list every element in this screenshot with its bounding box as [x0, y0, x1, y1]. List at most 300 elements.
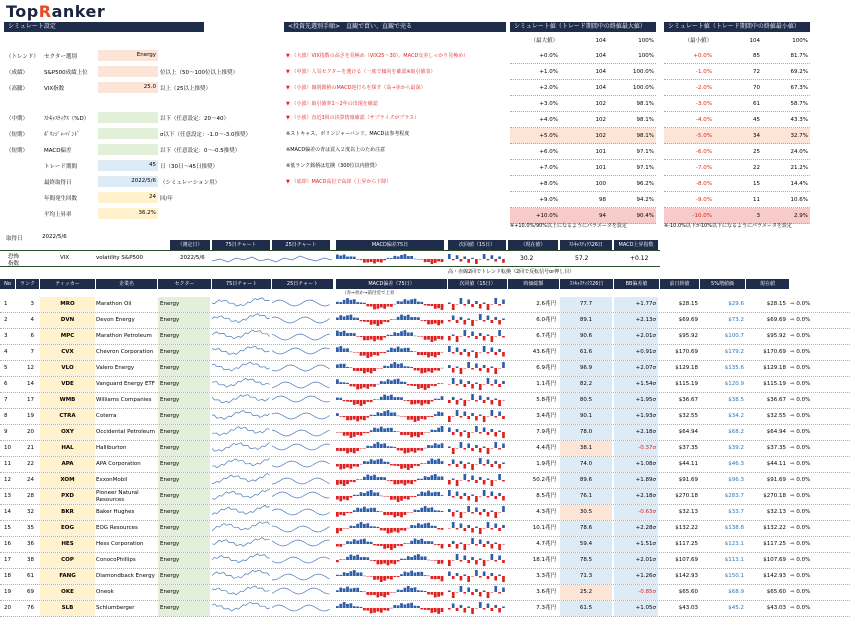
sim-threshold: +5.0% — [539, 133, 558, 139]
row-current: $115.19 — [763, 381, 786, 387]
macd-bar — [343, 316, 346, 320]
column-header[interactable]: 現在値 — [746, 279, 790, 289]
setting-value-field[interactable] — [98, 112, 158, 123]
macd-bar — [441, 495, 444, 496]
macd-bar — [417, 416, 420, 421]
table-row[interactable] — [0, 585, 850, 601]
macd-bar — [397, 317, 400, 320]
right-arrow-icon: ➡ — [790, 605, 797, 611]
macd-bar — [339, 464, 342, 469]
column-header[interactable]: 25日チャート — [272, 279, 334, 289]
app-logo: TopRanker — [6, 2, 106, 21]
row-market-cap: 6.0兆円 — [536, 317, 556, 323]
row-ticker[interactable]: OKE — [40, 585, 95, 600]
row-stochastic: 76.1 — [560, 489, 612, 504]
macd-bar — [343, 448, 346, 451]
row-sector: Energy — [158, 297, 210, 312]
next-bar — [498, 592, 501, 594]
macd-bars — [336, 425, 444, 439]
next-bar — [483, 480, 486, 485]
macd-bar — [363, 576, 366, 577]
column-header[interactable]: 前日終値 — [660, 279, 700, 289]
macd-bar — [356, 384, 359, 389]
macd-bar — [404, 543, 407, 544]
row-ticker[interactable]: BKR — [40, 505, 95, 520]
next-bar — [471, 592, 474, 595]
column-header[interactable]: 企業名 — [96, 279, 158, 289]
macd-bar — [343, 348, 346, 352]
row-company: Williams Companies — [96, 393, 156, 408]
macd-bars — [336, 297, 444, 311]
macd-bar — [434, 384, 437, 386]
table-row[interactable] — [0, 553, 850, 569]
right-arrow-icon: ➡ — [790, 541, 797, 547]
next-bar — [467, 463, 470, 465]
macd-bar — [387, 396, 390, 400]
table-row[interactable] — [0, 521, 850, 537]
macd-bar — [346, 257, 349, 259]
macd-bar — [370, 508, 373, 512]
macd-bar — [407, 496, 410, 500]
macd-bar — [387, 512, 390, 515]
macd-bar — [424, 476, 427, 480]
change-value: 0.0% — [796, 509, 811, 515]
macd-bar — [353, 416, 356, 420]
row-ticker[interactable]: MRO — [40, 297, 95, 312]
macd-bar — [400, 397, 403, 400]
next-bar — [467, 400, 470, 401]
macd-bar — [339, 382, 342, 384]
macd-bar — [370, 259, 373, 262]
macd-bar — [339, 575, 342, 576]
next-bar — [452, 522, 455, 528]
next-bar — [483, 509, 486, 512]
table-row[interactable] — [0, 377, 850, 393]
macd-bar — [343, 496, 346, 500]
table-row[interactable] — [0, 473, 850, 489]
row-no: 8 — [4, 413, 8, 419]
row-ticker[interactable]: HES — [40, 537, 95, 552]
macd-bar — [336, 560, 339, 562]
next-bar — [498, 556, 501, 561]
table-row[interactable] — [0, 569, 850, 585]
price-sparkline — [212, 297, 332, 311]
next-bar — [471, 448, 474, 451]
macd-bar — [373, 526, 376, 528]
table-row[interactable] — [0, 329, 850, 345]
price-sparkline — [212, 489, 332, 503]
row-prev-close: $129.18 — [675, 365, 698, 371]
macd-bar — [424, 336, 427, 340]
macd-bar — [390, 496, 393, 500]
next-bar — [460, 380, 463, 385]
next-bar — [483, 560, 486, 566]
row-change — [790, 505, 846, 520]
row-bb: +2.01σ — [614, 553, 658, 568]
right-arrow-icon: ➡ — [790, 333, 797, 339]
row-ticker[interactable]: VDE — [40, 377, 95, 392]
macd-bar — [343, 382, 346, 384]
next-bar — [471, 495, 474, 497]
macd-bar — [339, 346, 342, 352]
setting-value-field[interactable]: 36.2% — [98, 208, 158, 219]
next-bar — [494, 432, 497, 437]
macd-bar — [377, 304, 380, 309]
macd-bar — [441, 259, 444, 262]
row-sparklines — [212, 521, 332, 536]
vix-macd-index: +0.12 — [630, 255, 649, 262]
macd-bar — [420, 320, 423, 321]
macd-bar — [363, 477, 366, 480]
macd-bar — [346, 480, 349, 484]
row-target: $135.6 — [724, 365, 744, 371]
table-row[interactable] — [0, 297, 850, 313]
date-value: 2022/5/6 — [42, 234, 67, 240]
table-row[interactable] — [0, 537, 850, 553]
next-bar — [491, 304, 494, 305]
next-bar — [467, 362, 470, 368]
macd-bar — [437, 544, 440, 545]
next-bar — [502, 607, 505, 609]
macd-bar — [407, 300, 410, 304]
row-macd — [336, 473, 444, 488]
row-ticker[interactable]: CTRA — [40, 409, 95, 424]
macd-bar — [420, 557, 423, 560]
macd-bar — [370, 560, 373, 561]
next-bar — [502, 381, 505, 384]
row-prev-close: $142.93 — [675, 573, 698, 579]
macd-bar — [390, 464, 393, 465]
change-value: 0.0% — [796, 445, 811, 451]
macd-bar — [366, 508, 369, 512]
macd-bar — [414, 432, 417, 436]
macd-bar — [339, 364, 342, 368]
setting-value-field[interactable] — [98, 66, 158, 77]
macd-bar — [397, 432, 400, 433]
macd-bar — [441, 304, 444, 310]
sim-pct: 90.4% — [636, 213, 654, 219]
row-prev-close: $270.18 — [675, 493, 698, 499]
macd-bar — [356, 416, 359, 421]
macd-bar — [424, 541, 427, 544]
row-sparklines — [212, 425, 332, 440]
macd-bars — [336, 585, 444, 599]
macd-bar — [366, 576, 369, 577]
macd-bar — [387, 258, 390, 259]
next-bar — [483, 591, 486, 593]
table-row[interactable] — [0, 441, 850, 457]
next-bar — [475, 560, 478, 565]
macd-bar — [441, 426, 444, 432]
row-ticker[interactable]: COP — [40, 553, 95, 568]
down-arrow-icon: ▼ — [286, 101, 292, 107]
setting-value-field[interactable]: 24 — [98, 192, 158, 203]
macd-bar — [383, 592, 386, 597]
column-header[interactable]: 5%増値価 — [700, 279, 746, 289]
chart-25d-line — [272, 540, 330, 546]
row-ticker[interactable]: WMB — [40, 393, 95, 408]
macd-bar — [377, 560, 380, 564]
table-row[interactable] — [0, 393, 850, 409]
row-stochastic: 82.2 — [560, 377, 612, 392]
macd-bar — [380, 427, 383, 432]
table-row[interactable] — [0, 345, 850, 361]
row-sparklines — [212, 457, 332, 472]
macd-bar — [366, 557, 369, 560]
setting-value-field[interactable]: 25.0 — [98, 82, 158, 93]
macd-bar — [380, 560, 383, 564]
row-sparklines — [212, 329, 332, 344]
column-header[interactable]: 時価総額 — [508, 279, 560, 289]
next-bar — [448, 254, 451, 259]
next-bar — [467, 576, 470, 582]
macd-bar — [343, 528, 346, 529]
next-bar — [452, 541, 455, 544]
macd-bar — [417, 352, 420, 355]
row-ticker[interactable]: APA — [40, 457, 95, 472]
column-header[interactable]: No — [0, 279, 16, 289]
macd-bar — [431, 430, 434, 432]
row-bb: +1.54σ — [614, 377, 658, 392]
macd-bar — [370, 400, 373, 402]
column-header[interactable]: 75日チャート — [212, 279, 272, 289]
procedure-item — [286, 130, 409, 137]
column-header[interactable]: 次回値（15日） — [448, 279, 508, 289]
next-bar — [483, 416, 486, 422]
macd-bars — [336, 441, 444, 455]
macd-bar — [427, 336, 430, 340]
macd-bar — [414, 416, 417, 422]
setting-value-field[interactable]: 2022/5/6 — [98, 176, 158, 187]
row-ticker[interactable]: HAL — [40, 441, 95, 456]
row-market-cap: 7.3兆円 — [536, 605, 556, 611]
table-row[interactable] — [0, 505, 850, 521]
next-bar — [502, 544, 505, 545]
setting-value-field[interactable] — [98, 144, 158, 155]
row-company: Valero Energy — [96, 361, 156, 376]
macd-bar — [437, 352, 440, 355]
row-target: $123.1 — [724, 541, 744, 547]
macd-bar — [410, 557, 413, 560]
macd-bar — [350, 526, 353, 528]
price-sparkline — [212, 425, 332, 439]
next-bar — [487, 560, 490, 561]
table-row[interactable] — [0, 601, 850, 617]
chart-25d-line — [272, 526, 330, 532]
next-bar — [471, 394, 474, 400]
macd-bar — [397, 347, 400, 352]
macd-bar — [360, 539, 363, 544]
macd-bar — [339, 398, 342, 400]
macd-bar — [366, 352, 369, 358]
setting-category: （高騰） — [6, 86, 29, 92]
sim-row — [664, 80, 810, 96]
macd-bar — [404, 254, 407, 259]
macd-bar — [390, 512, 393, 515]
macd-bar — [353, 570, 356, 576]
change-value: 0.0% — [796, 605, 811, 611]
row-ticker[interactable]: VLO — [40, 361, 95, 376]
macd-bar — [393, 256, 396, 259]
macd-bar — [390, 335, 393, 336]
macd-bar — [353, 400, 356, 405]
row-ticker[interactable]: FANG — [40, 569, 95, 584]
chart-75d-line — [212, 505, 270, 514]
column-header[interactable]: BB偏差値 — [614, 279, 660, 289]
table-row[interactable] — [0, 409, 850, 425]
row-ticker[interactable]: MPC — [40, 329, 95, 344]
sim-count: 70 — [753, 85, 760, 91]
setting-value-field[interactable]: 45 — [98, 160, 158, 171]
column-header[interactable]: セクター — [158, 279, 212, 289]
next-bar — [498, 349, 501, 352]
macd-bar — [350, 464, 353, 469]
next-bar — [448, 416, 451, 422]
macd-bar — [400, 496, 403, 501]
row-market-cap: 8.5兆円 — [536, 493, 556, 499]
macd-bar — [393, 447, 396, 448]
vix-col-header: 次回値（15日） — [448, 240, 506, 250]
next-bar — [487, 397, 490, 400]
row-sector: Energy — [158, 473, 210, 488]
next-bar — [498, 575, 501, 577]
next-bar — [463, 349, 466, 352]
next-bar — [475, 426, 478, 432]
row-rank: 19 — [27, 413, 34, 419]
next-bar — [479, 528, 482, 534]
macd-bar — [437, 492, 440, 496]
row-ticker[interactable]: EOG — [40, 521, 95, 536]
macd-bar — [380, 512, 383, 513]
row-sparklines — [212, 537, 332, 552]
macd-bar — [441, 352, 444, 353]
next-bars — [448, 553, 506, 567]
next-bar — [448, 480, 451, 485]
macd-bar — [420, 463, 423, 464]
macd-bar — [427, 352, 430, 357]
macd-bar — [441, 608, 444, 612]
row-ticker[interactable]: PXD — [40, 489, 95, 504]
vix-date: 2022/5/6 — [180, 255, 205, 261]
row-ticker[interactable]: SLB — [40, 601, 95, 616]
right-arrow-icon: ➡ — [790, 397, 797, 403]
macd-bar — [339, 544, 342, 547]
column-header[interactable]: ｽﾄｷｬｽﾃｨｸｽ26日 — [560, 279, 614, 289]
row-change — [790, 361, 846, 376]
next-bar — [467, 381, 470, 384]
row-prev-close: $43.03 — [678, 605, 698, 611]
sim-pct: 67.3% — [790, 85, 808, 91]
row-target: $34.2 — [728, 413, 744, 419]
next-bar — [475, 445, 478, 448]
table-row[interactable] — [0, 313, 850, 329]
next-bar — [491, 464, 494, 467]
macd-bar — [383, 395, 386, 400]
sim-row — [510, 144, 656, 160]
macd-bar — [373, 352, 376, 355]
row-prev-close: $28.15 — [678, 301, 698, 307]
sim-row — [664, 144, 810, 160]
macd-bar — [410, 432, 413, 437]
table-row[interactable] — [0, 425, 850, 441]
setting-category: （短期） — [6, 132, 29, 138]
macd-bar — [393, 560, 396, 564]
vix-75d-sparkline — [212, 253, 332, 265]
next-bar — [452, 304, 455, 310]
setting-value-field[interactable]: Energy — [98, 50, 158, 61]
row-no: 3 — [4, 333, 8, 339]
macd-bar — [427, 576, 430, 577]
table-row[interactable] — [0, 457, 850, 473]
macd-bar — [390, 528, 393, 533]
row-change — [790, 425, 846, 440]
next-bar — [487, 541, 490, 544]
macd-bar — [346, 448, 349, 453]
row-macd — [336, 313, 444, 328]
next-bar — [463, 556, 466, 561]
next-bar — [456, 336, 459, 342]
macd-bar — [434, 492, 437, 496]
chart-25d-line — [272, 444, 330, 450]
column-header[interactable]: ランク — [16, 279, 40, 289]
macd-bar — [353, 318, 356, 320]
vix-col-header: MACD上昇指数 — [614, 240, 658, 250]
macd-bar — [410, 571, 413, 576]
sim-max-note: ※+10.0%/90%以上になるようにパラメータを設定 — [510, 223, 627, 229]
macd-bar — [387, 428, 390, 432]
setting-value-field[interactable] — [98, 128, 158, 139]
next-bar — [494, 524, 497, 529]
row-ticker[interactable]: CVX — [40, 345, 95, 360]
row-bb: +2.13σ — [614, 313, 658, 328]
next-bar — [479, 448, 482, 453]
row-sparklines — [212, 489, 332, 504]
table-row[interactable] — [0, 361, 850, 377]
row-macd — [336, 377, 444, 392]
macd-bar — [350, 416, 353, 420]
macd-bar — [404, 316, 407, 320]
macd-subheader: （赤→青か→前付近で上昇 — [342, 291, 395, 296]
row-prev-close: $37.35 — [678, 445, 698, 451]
next-bar — [491, 480, 494, 486]
row-ticker[interactable]: DVN — [40, 313, 95, 328]
macd-bar — [377, 511, 380, 512]
row-stochastic: 78.5 — [560, 553, 612, 568]
macd-bar — [363, 557, 366, 560]
row-stochastic: 77.7 — [560, 297, 612, 312]
table-row[interactable] — [0, 489, 850, 505]
macd-bar — [393, 528, 396, 532]
macd-bar — [407, 464, 410, 470]
row-no: 2 — [4, 317, 8, 323]
row-ticker[interactable]: XOM — [40, 473, 95, 488]
macd-bar — [434, 336, 437, 341]
next-bar — [475, 400, 478, 402]
next-bar — [494, 512, 497, 518]
macd-bar — [410, 496, 413, 497]
row-ticker[interactable]: OXY — [40, 425, 95, 440]
row-no: 5 — [4, 365, 8, 371]
column-header[interactable]: ティッカー — [40, 279, 96, 289]
column-header[interactable]: MACD偏差（75日） — [336, 279, 448, 289]
next-bar — [502, 300, 505, 305]
macd-bar — [410, 367, 413, 368]
sim-subheader — [664, 36, 810, 46]
row-rank: 14 — [27, 381, 34, 387]
vix-cat2: 指数 — [8, 261, 20, 267]
macd-bar — [350, 480, 353, 482]
row-company: Baker Hughes — [96, 505, 156, 520]
